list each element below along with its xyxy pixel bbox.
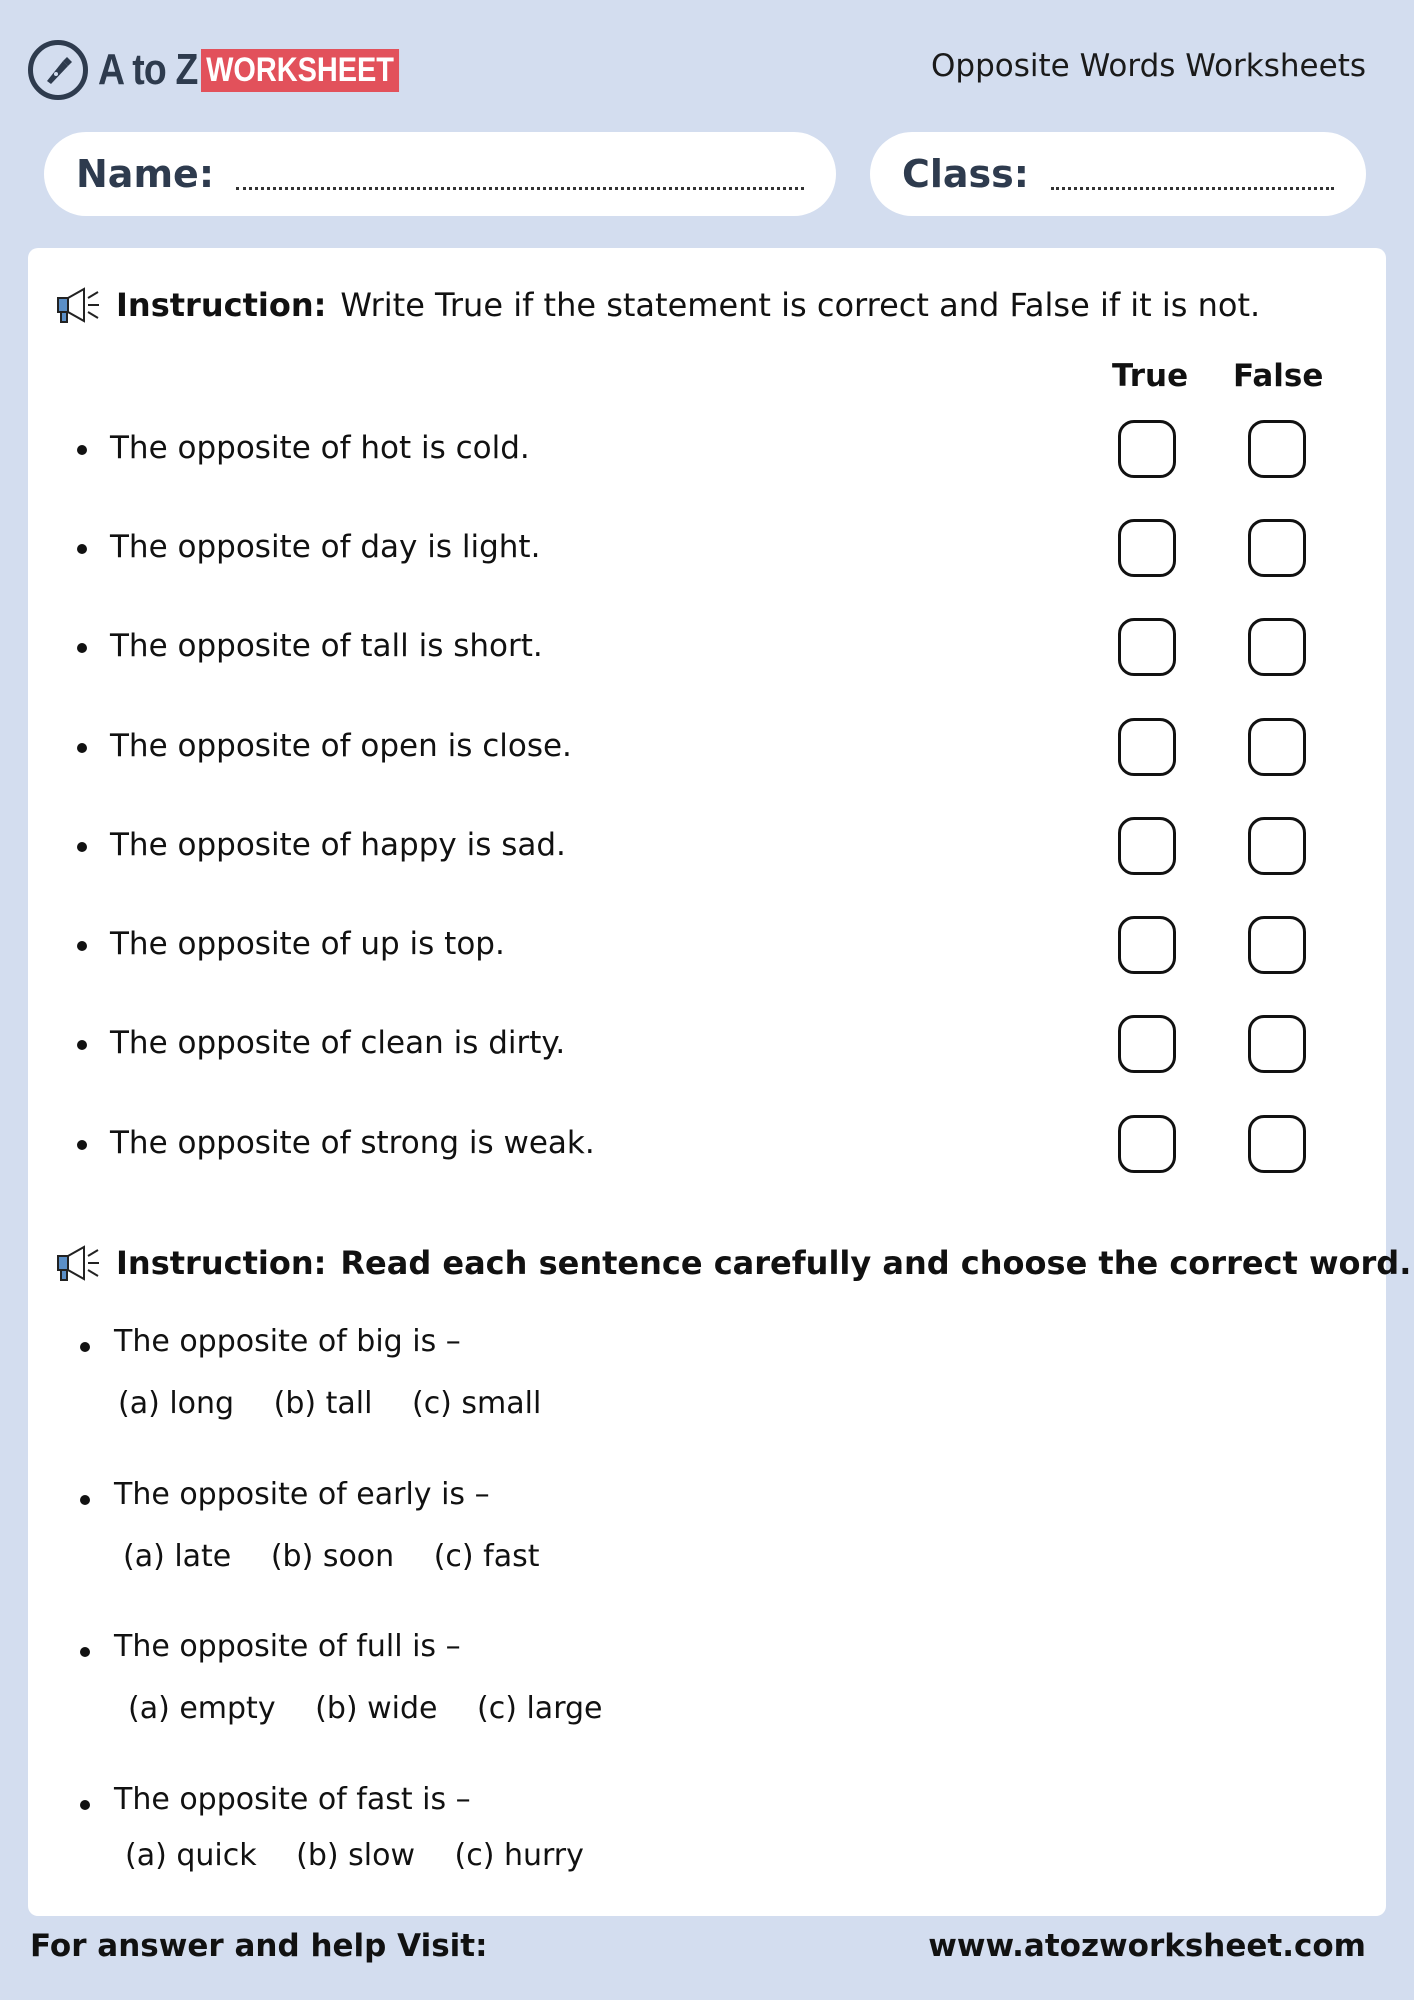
instruction-multiple-choice — [54, 1242, 1411, 1284]
statement-text: The opposite of strong is weak. — [110, 1125, 595, 1161]
bullet-point — [77, 544, 87, 554]
false-column-header: False — [1233, 358, 1324, 394]
true-column-header: True — [1112, 358, 1189, 394]
bullet-point — [77, 743, 87, 753]
false-checkbox[interactable] — [1248, 1015, 1306, 1073]
bullet-point — [77, 643, 87, 653]
statement-text: The opposite of clean is dirty. — [110, 1025, 566, 1061]
name-field[interactable] — [44, 132, 836, 216]
true-checkbox[interactable] — [1118, 420, 1176, 478]
option-a[interactable]: (a) empty — [128, 1691, 276, 1726]
option-c[interactable]: (c) fast — [433, 1539, 540, 1574]
bullet-point — [77, 842, 87, 852]
bullet-point — [80, 1495, 90, 1505]
question-text: The opposite of early is – — [114, 1477, 490, 1512]
true-checkbox[interactable] — [1118, 817, 1176, 875]
bullet-point — [77, 445, 87, 455]
bullet-point — [77, 941, 87, 951]
statement-row — [28, 912, 1386, 982]
megaphone-icon — [54, 284, 102, 326]
bullet-point — [77, 1140, 87, 1150]
option-b[interactable]: (b) tall — [273, 1386, 373, 1421]
name-dotted-line[interactable] — [236, 173, 804, 190]
statement-row — [28, 1011, 1386, 1081]
instruction-text: Write True if the statement is correct and False if it is not. — [340, 286, 1261, 324]
statement-text: The opposite of happy is sad. — [110, 827, 566, 863]
option-b[interactable]: (b) slow — [296, 1838, 415, 1873]
true-checkbox[interactable] — [1118, 718, 1176, 776]
statement-text: The opposite of tall is short. — [110, 628, 543, 664]
statement-row — [28, 515, 1386, 585]
statement-row — [28, 714, 1386, 784]
name-label: Name: — [76, 152, 215, 196]
true-checkbox[interactable] — [1118, 1115, 1176, 1173]
footer-website-link[interactable]: www.atozworksheet.com — [928, 1928, 1366, 1964]
logo-atoz-text: A to Z — [98, 45, 198, 94]
option-c[interactable]: (c) hurry — [454, 1838, 584, 1873]
false-checkbox[interactable] — [1248, 817, 1306, 875]
statement-text: The opposite of up is top. — [110, 926, 505, 962]
statement-row — [28, 416, 1386, 486]
answer-options — [118, 1386, 571, 1421]
false-checkbox[interactable] — [1248, 1115, 1306, 1173]
false-checkbox[interactable] — [1248, 916, 1306, 974]
option-b[interactable]: (b) soon — [270, 1539, 395, 1574]
worksheet-card — [28, 248, 1412, 1916]
statement-text: The opposite of hot is cold. — [110, 430, 530, 466]
false-checkbox[interactable] — [1248, 718, 1306, 776]
pen-nib-logo-icon — [28, 40, 88, 100]
question-text: The opposite of big is – — [114, 1324, 461, 1359]
statement-row — [28, 614, 1386, 684]
bullet-point — [80, 1800, 90, 1810]
true-checkbox[interactable] — [1118, 1015, 1176, 1073]
logo-worksheet-text: WORKSHEET — [201, 49, 399, 92]
true-checkbox[interactable] — [1118, 618, 1176, 676]
class-dotted-line[interactable] — [1051, 173, 1334, 190]
false-checkbox[interactable] — [1248, 420, 1306, 478]
instruction-text: Read each sentence carefully and choose the correct word. — [340, 1244, 1412, 1282]
answer-options — [128, 1691, 633, 1726]
megaphone-icon — [54, 1242, 102, 1284]
option-a[interactable]: (a) long — [118, 1386, 235, 1421]
true-checkbox[interactable] — [1118, 916, 1176, 974]
footer-help-text: For answer and help Visit: — [30, 1928, 488, 1964]
page-title: Opposite Words Worksheets — [931, 48, 1366, 84]
instruction-label: Instruction: — [116, 1244, 327, 1282]
question-text: The opposite of fast is – — [114, 1782, 471, 1817]
false-checkbox[interactable] — [1248, 519, 1306, 577]
answer-options — [125, 1838, 614, 1873]
site-logo[interactable] — [28, 38, 434, 102]
statement-row — [28, 1111, 1386, 1181]
bullet-point — [80, 1342, 90, 1352]
class-field[interactable] — [870, 132, 1366, 216]
statement-row — [28, 813, 1386, 883]
statement-text: The opposite of open is close. — [110, 728, 572, 764]
instruction-label: Instruction: — [116, 286, 327, 324]
statement-text: The opposite of day is light. — [110, 529, 541, 565]
class-label: Class: — [902, 152, 1029, 196]
option-a[interactable]: (a) late — [123, 1539, 232, 1574]
option-a[interactable]: (a) quick — [125, 1838, 257, 1873]
bullet-point — [80, 1647, 90, 1657]
option-c[interactable]: (c) large — [477, 1691, 603, 1726]
bullet-point — [77, 1040, 87, 1050]
instruction-true-false — [54, 284, 1260, 326]
option-b[interactable]: (b) wide — [315, 1691, 438, 1726]
false-checkbox[interactable] — [1248, 618, 1306, 676]
true-checkbox[interactable] — [1118, 519, 1176, 577]
answer-options — [123, 1539, 570, 1574]
question-text: The opposite of full is – — [114, 1629, 461, 1664]
option-c[interactable]: (c) small — [411, 1386, 542, 1421]
